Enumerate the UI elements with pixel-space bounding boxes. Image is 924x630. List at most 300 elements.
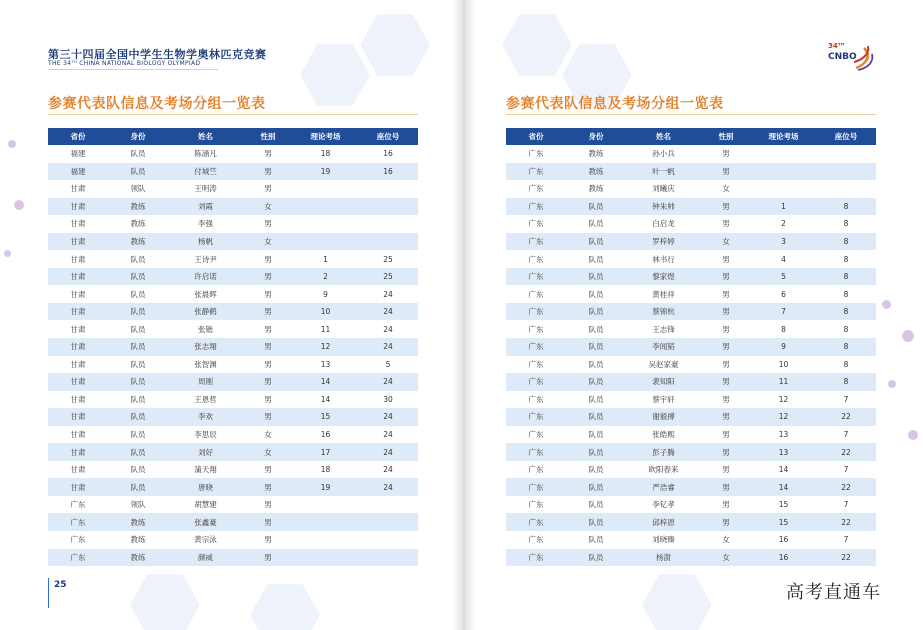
section-divider — [48, 114, 418, 115]
cell-seat: 24 — [358, 338, 418, 356]
table-row — [506, 426, 876, 444]
table-row — [506, 391, 876, 409]
cell-exam-room: 14 — [751, 478, 816, 496]
cell-gender: 男 — [701, 303, 751, 321]
table-row — [506, 320, 876, 338]
table-row — [506, 356, 876, 374]
table-row — [506, 303, 876, 321]
cell-name: 付城竺 — [168, 163, 243, 181]
table-row — [48, 478, 418, 496]
cell-role: 队员 — [566, 320, 626, 338]
cell-province: 广东 — [506, 443, 566, 461]
cell-exam-room: 16 — [751, 531, 816, 549]
cell-name: 黄桂祥 — [626, 285, 701, 303]
cell-seat: 8 — [816, 373, 876, 391]
cell-exam-room: 9 — [293, 285, 358, 303]
cell-seat: 7 — [816, 496, 876, 514]
molecule-decoration — [882, 300, 891, 309]
cell-province: 广东 — [506, 426, 566, 444]
table-row — [506, 215, 876, 233]
cell-name: 胡慧建 — [168, 496, 243, 514]
cell-seat: 25 — [358, 250, 418, 268]
cell-role: 队员 — [566, 531, 626, 549]
cell-exam-room: 17 — [293, 443, 358, 461]
cell-name: 杨帆 — [168, 233, 243, 251]
cell-seat: 24 — [358, 285, 418, 303]
roster-table-right — [506, 128, 876, 566]
cell-seat: 16 — [358, 163, 418, 181]
table-row — [48, 268, 418, 286]
cell-role: 队员 — [108, 408, 168, 426]
cell-seat: 24 — [358, 426, 418, 444]
cell-exam-room — [293, 215, 358, 233]
column-header-name: 姓名 — [168, 128, 243, 145]
column-header-role: 身份 — [566, 128, 626, 145]
cell-name: 杨澍 — [626, 549, 701, 567]
cell-province: 甘肃 — [48, 443, 108, 461]
cell-role: 队员 — [108, 250, 168, 268]
cell-role: 教练 — [108, 198, 168, 216]
hexagon-decoration — [300, 40, 370, 110]
cell-role: 队员 — [566, 285, 626, 303]
cell-exam-room: 14 — [293, 373, 358, 391]
cell-province: 广东 — [48, 549, 108, 567]
cell-gender: 男 — [701, 513, 751, 531]
cell-name: 刘晓臻 — [626, 531, 701, 549]
cell-seat: 24 — [358, 320, 418, 338]
header-title: 第三十四届全国中学生生物学奥林匹克竞赛 — [48, 48, 267, 61]
cell-exam-room: 2 — [751, 215, 816, 233]
cell-role: 队员 — [108, 478, 168, 496]
cell-exam-room: 13 — [751, 426, 816, 444]
cell-province: 甘肃 — [48, 233, 108, 251]
table-row — [48, 233, 418, 251]
cell-province: 广东 — [506, 198, 566, 216]
cell-province: 甘肃 — [48, 285, 108, 303]
table-row — [506, 373, 876, 391]
cell-exam-room: 16 — [751, 549, 816, 567]
cell-name: 张晨晖 — [168, 285, 243, 303]
cell-role: 队员 — [566, 233, 626, 251]
cell-province: 甘肃 — [48, 461, 108, 479]
cell-province: 广东 — [506, 513, 566, 531]
cell-seat: 24 — [358, 461, 418, 479]
cell-gender: 男 — [243, 513, 293, 531]
cell-role: 队员 — [108, 443, 168, 461]
table-row — [506, 496, 876, 514]
cell-seat: 22 — [816, 549, 876, 567]
cell-name: 李闻韬 — [626, 338, 701, 356]
cell-province: 广东 — [506, 250, 566, 268]
cell-province: 甘肃 — [48, 391, 108, 409]
cell-role: 队员 — [108, 391, 168, 409]
cell-role: 队员 — [566, 198, 626, 216]
cell-role: 教练 — [566, 145, 626, 163]
cell-province: 广东 — [48, 531, 108, 549]
cell-exam-room: 14 — [293, 391, 358, 409]
cell-seat: 7 — [816, 531, 876, 549]
cell-exam-room: 3 — [751, 233, 816, 251]
molecule-decoration — [902, 330, 914, 342]
cell-name: 蒲天翔 — [168, 461, 243, 479]
cell-province: 广东 — [506, 268, 566, 286]
table-row — [48, 145, 418, 163]
cell-gender: 男 — [243, 496, 293, 514]
table-row — [48, 443, 418, 461]
cell-gender: 男 — [701, 215, 751, 233]
cell-province: 广东 — [506, 496, 566, 514]
cell-gender: 男 — [243, 268, 293, 286]
cell-name: 罗梓婷 — [626, 233, 701, 251]
cell-name: 裴知阳 — [626, 373, 701, 391]
cell-role: 队员 — [108, 303, 168, 321]
cell-gender: 男 — [701, 145, 751, 163]
cell-name: 蔡宇轩 — [626, 391, 701, 409]
cell-role: 队员 — [108, 163, 168, 181]
cell-exam-room: 12 — [751, 408, 816, 426]
cell-province: 广东 — [506, 408, 566, 426]
cell-name: 颜威 — [168, 549, 243, 567]
cell-gender: 男 — [243, 373, 293, 391]
cell-gender: 女 — [243, 233, 293, 251]
table-row — [506, 443, 876, 461]
cell-gender: 女 — [701, 531, 751, 549]
table-row — [506, 478, 876, 496]
table-row — [506, 145, 876, 163]
cell-gender: 男 — [243, 461, 293, 479]
cell-role: 队员 — [566, 461, 626, 479]
cell-role: 队员 — [566, 443, 626, 461]
cell-gender: 男 — [243, 320, 293, 338]
cell-exam-room — [293, 513, 358, 531]
table-row — [48, 198, 418, 216]
cell-role: 队员 — [566, 338, 626, 356]
table-row — [506, 250, 876, 268]
cell-province: 福建 — [48, 145, 108, 163]
cell-province: 广东 — [506, 461, 566, 479]
cell-province: 广东 — [506, 531, 566, 549]
cell-province: 广东 — [506, 163, 566, 181]
cell-name: 李钇孝 — [626, 496, 701, 514]
page-number-rule — [48, 578, 49, 608]
cell-seat — [358, 180, 418, 198]
column-header-exam-room: 理论考场 — [293, 128, 358, 145]
cell-name: 刘曦庆 — [626, 180, 701, 198]
table-header-row — [48, 128, 418, 145]
cell-seat: 8 — [816, 285, 876, 303]
table-row — [506, 180, 876, 198]
molecule-decoration — [908, 430, 918, 440]
section-title: 参赛代表队信息及考场分组一览表 — [48, 96, 266, 112]
cell-exam-room — [293, 233, 358, 251]
cell-exam-room: 18 — [293, 461, 358, 479]
logo-edition: 34ᵀᴴ — [828, 42, 845, 50]
table-row — [48, 356, 418, 374]
cell-exam-room: 16 — [293, 426, 358, 444]
cell-role: 队员 — [108, 426, 168, 444]
cell-gender: 男 — [701, 268, 751, 286]
cell-seat: 22 — [816, 513, 876, 531]
cell-name: 张鑫豪 — [168, 513, 243, 531]
cell-exam-room: 19 — [293, 163, 358, 181]
logo-text: CNBO — [828, 52, 857, 62]
cell-role: 队员 — [108, 268, 168, 286]
cell-gender: 男 — [243, 338, 293, 356]
cnbo-logo — [828, 42, 878, 72]
cell-gender: 男 — [701, 426, 751, 444]
cell-exam-room: 12 — [751, 391, 816, 409]
cell-gender: 女 — [243, 426, 293, 444]
cell-name: 孙小兵 — [626, 145, 701, 163]
molecule-decoration — [8, 140, 16, 148]
cell-role: 队员 — [566, 373, 626, 391]
cell-gender: 男 — [701, 443, 751, 461]
cell-role: 队员 — [566, 426, 626, 444]
cell-seat: 22 — [816, 443, 876, 461]
table-row — [506, 461, 876, 479]
cell-gender: 女 — [701, 549, 751, 567]
cell-gender: 男 — [243, 303, 293, 321]
cell-role: 队员 — [108, 320, 168, 338]
cell-name: 白启龙 — [626, 215, 701, 233]
table-row — [48, 320, 418, 338]
cell-province: 广东 — [506, 373, 566, 391]
cell-province: 广东 — [506, 303, 566, 321]
cell-gender: 男 — [243, 391, 293, 409]
hexagon-decoration — [130, 570, 200, 630]
hexagon-decoration — [360, 10, 430, 80]
cell-gender: 男 — [243, 408, 293, 426]
cell-name: 王明涛 — [168, 180, 243, 198]
table-row — [506, 408, 876, 426]
cell-gender: 男 — [701, 461, 751, 479]
cell-name: 许启诺 — [168, 268, 243, 286]
cell-province: 福建 — [48, 163, 108, 181]
cell-seat: 24 — [358, 478, 418, 496]
cell-role: 教练 — [108, 549, 168, 567]
column-header-name: 姓名 — [626, 128, 701, 145]
cell-role: 教练 — [108, 531, 168, 549]
roster-body-left — [48, 145, 418, 566]
cell-role: 队员 — [108, 338, 168, 356]
table-row — [48, 408, 418, 426]
cell-exam-room — [751, 163, 816, 181]
cell-exam-room: 12 — [293, 338, 358, 356]
table-row — [506, 338, 876, 356]
table-row — [506, 233, 876, 251]
cell-exam-room: 5 — [751, 268, 816, 286]
cell-gender: 男 — [243, 356, 293, 374]
cell-seat: 24 — [358, 303, 418, 321]
cell-gender: 男 — [243, 285, 293, 303]
cell-exam-room: 19 — [293, 478, 358, 496]
cell-seat — [358, 531, 418, 549]
table-row — [48, 303, 418, 321]
page-number: 25 — [54, 580, 67, 590]
cell-seat: 8 — [816, 198, 876, 216]
cell-province: 广东 — [48, 496, 108, 514]
cell-role: 教练 — [108, 215, 168, 233]
cell-seat: 22 — [816, 478, 876, 496]
cell-province: 甘肃 — [48, 215, 108, 233]
cell-province: 甘肃 — [48, 180, 108, 198]
cell-name: 吴赵家豪 — [626, 356, 701, 374]
cell-gender: 女 — [701, 180, 751, 198]
cell-seat — [358, 496, 418, 514]
cell-seat — [358, 233, 418, 251]
cell-name: 李强 — [168, 215, 243, 233]
cell-gender: 男 — [701, 285, 751, 303]
column-header-province: 省份 — [48, 128, 108, 145]
cell-role: 队员 — [566, 215, 626, 233]
cell-role: 教练 — [566, 180, 626, 198]
cell-gender: 男 — [701, 198, 751, 216]
cell-name: 张锴 — [168, 320, 243, 338]
table-row — [48, 373, 418, 391]
cell-seat: 30 — [358, 391, 418, 409]
cell-exam-room: 4 — [751, 250, 816, 268]
cell-seat: 24 — [358, 443, 418, 461]
column-header-exam-room: 理论考场 — [751, 128, 816, 145]
cell-role: 队员 — [566, 408, 626, 426]
cell-gender: 男 — [243, 478, 293, 496]
table-row — [48, 338, 418, 356]
cell-province: 甘肃 — [48, 478, 108, 496]
molecule-decoration — [888, 380, 896, 388]
cell-province: 甘肃 — [48, 198, 108, 216]
cell-role: 队员 — [566, 356, 626, 374]
cell-gender: 男 — [243, 250, 293, 268]
cell-seat: 8 — [816, 215, 876, 233]
cell-exam-room: 1 — [293, 250, 358, 268]
cell-role: 队员 — [566, 478, 626, 496]
cell-gender: 男 — [243, 163, 293, 181]
cell-role: 领队 — [108, 180, 168, 198]
cell-province: 广东 — [506, 356, 566, 374]
cell-seat: 7 — [816, 426, 876, 444]
cell-exam-room: 1 — [751, 198, 816, 216]
cell-seat — [358, 198, 418, 216]
cell-name: 王志锋 — [626, 320, 701, 338]
cell-gender: 男 — [701, 338, 751, 356]
table-row — [48, 461, 418, 479]
table-row — [48, 180, 418, 198]
cell-province: 广东 — [506, 285, 566, 303]
cell-name: 叶一帆 — [626, 163, 701, 181]
column-header-gender: 性别 — [701, 128, 751, 145]
cell-exam-room: 2 — [293, 268, 358, 286]
section-title-right: 参赛代表队信息及考场分组一览表 — [506, 96, 724, 112]
cell-gender: 女 — [243, 198, 293, 216]
cell-seat: 24 — [358, 408, 418, 426]
cell-gender: 男 — [701, 373, 751, 391]
cell-seat: 24 — [358, 373, 418, 391]
cell-name: 蔡锦杭 — [626, 303, 701, 321]
cell-gender: 男 — [243, 145, 293, 163]
cell-name: 张智渊 — [168, 356, 243, 374]
hexagon-decoration — [642, 570, 712, 630]
cell-role: 队员 — [566, 303, 626, 321]
cell-role: 队员 — [108, 356, 168, 374]
cell-name: 张静鹤 — [168, 303, 243, 321]
cell-province: 广东 — [506, 145, 566, 163]
cell-province: 广东 — [506, 233, 566, 251]
table-row — [506, 285, 876, 303]
cell-province: 广东 — [506, 478, 566, 496]
cell-gender: 男 — [243, 531, 293, 549]
table-row — [48, 496, 418, 514]
cell-province: 甘肃 — [48, 373, 108, 391]
cell-seat: 8 — [816, 233, 876, 251]
cell-province: 甘肃 — [48, 250, 108, 268]
cell-seat — [816, 163, 876, 181]
cell-seat: 7 — [816, 461, 876, 479]
cell-gender: 男 — [243, 180, 293, 198]
cell-exam-room — [293, 549, 358, 567]
cell-province: 广东 — [506, 391, 566, 409]
cell-province: 广东 — [506, 320, 566, 338]
cell-exam-room — [751, 180, 816, 198]
cell-name: 林书行 — [626, 250, 701, 268]
cell-exam-room: 11 — [293, 320, 358, 338]
cell-name: 周刚 — [168, 373, 243, 391]
cell-exam-room: 13 — [751, 443, 816, 461]
cell-exam-room — [293, 180, 358, 198]
cell-seat: 22 — [816, 408, 876, 426]
cell-exam-room: 15 — [751, 513, 816, 531]
cell-gender: 男 — [701, 163, 751, 181]
cell-seat: 8 — [816, 303, 876, 321]
header-subtitle: THE 34ᵀᴴ CHINA NATIONAL BIOLOGY OLYMPIAD — [48, 60, 201, 67]
cell-role: 队员 — [566, 496, 626, 514]
cell-province: 甘肃 — [48, 338, 108, 356]
header-divider — [48, 69, 218, 70]
cell-seat: 7 — [816, 391, 876, 409]
cell-name: 刘霞 — [168, 198, 243, 216]
cell-gender: 男 — [701, 250, 751, 268]
table-row — [48, 163, 418, 181]
cell-seat — [816, 145, 876, 163]
table-row — [506, 531, 876, 549]
column-header-province: 省份 — [506, 128, 566, 145]
cell-name: 张皓熙 — [626, 426, 701, 444]
cell-gender: 男 — [701, 320, 751, 338]
cell-exam-room: 18 — [293, 145, 358, 163]
cell-exam-room — [293, 198, 358, 216]
cell-province: 广东 — [48, 513, 108, 531]
cell-name: 邱梓恩 — [626, 513, 701, 531]
cell-name: 王诗尹 — [168, 250, 243, 268]
cell-exam-room: 14 — [751, 461, 816, 479]
roster-table-left — [48, 128, 418, 566]
cell-name: 唐晓 — [168, 478, 243, 496]
cell-name: 李思辰 — [168, 426, 243, 444]
cell-role: 领队 — [108, 496, 168, 514]
cell-exam-room: 8 — [751, 320, 816, 338]
cell-exam-room — [751, 145, 816, 163]
cell-seat: 25 — [358, 268, 418, 286]
roster-body-right — [506, 145, 876, 566]
cell-seat: 5 — [358, 356, 418, 374]
cell-exam-room: 10 — [293, 303, 358, 321]
cell-province: 广东 — [506, 338, 566, 356]
cell-seat — [358, 215, 418, 233]
cell-name: 李欢 — [168, 408, 243, 426]
cell-exam-room: 6 — [751, 285, 816, 303]
cell-province: 甘肃 — [48, 320, 108, 338]
cell-name: 张志翔 — [168, 338, 243, 356]
cell-role: 队员 — [108, 145, 168, 163]
